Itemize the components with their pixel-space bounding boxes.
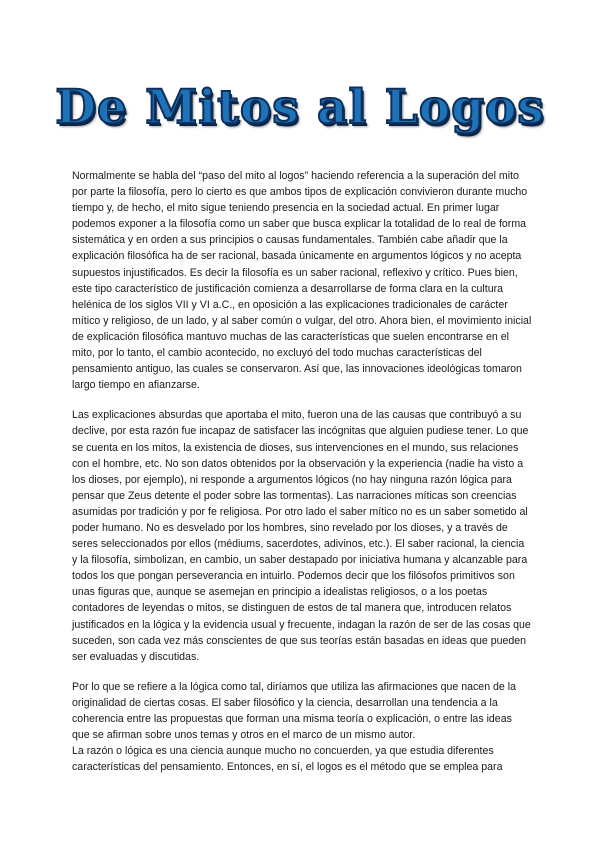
paragraph-2: Las explicaciones absurdas que aportaba el mito, fueron una de las causas que contribuyó a su declive, por esta razón fue incapaz de satisfacer las incógnitas que alguien pudiese tener. Lo que se cuenta en los mitos, la existencia de dioses, sus intervenciones en el mundo, sus relaciones con el hombre, etc. No son datos obtenidos por la observación y la experiencia (nadie ha visto a los dioses, por ejemplo), ni responde a argumentos lógicos (no hay ninguna razón lógica para pensar que Zeus detente el poder sobre las tormentas). Las narraciones míticas son creencias asumidas por tradición y por fe religiosa. Por otro lado el saber mítico no es un saber sometido al poder humano. No es desvelado por los hombres, sino revelado por los dioses, y a través de seres seleccionados por ellos (médiums, sacerdotes, adivinos, etc.). El saber racional, la ciencia y la filosofía, simbolizan, en cambio, un saber destapado por iniciativa humana y alcanzable para todos los que pongan perseverancia en intuirlo. Podemos decir que los filósofos primitivos son unas figuras que, aunque se asemejan en principio a idealistas religiosos, o a los poetas contadores de leyendas o mitos, se distinguen de estos de tal manera que, introducen relatos justificados en la lógica y la evidencia usual y frecuente, indagan la razón de ser de las cosas que suceden, son cada vez más conscientes de que sus teorías están basadas en ideas que pueden ser evaluadas y discutidas. — [72, 409, 531, 663]
document-title: De Mitos al Logos — [55, 80, 545, 135]
title-banner — [0, 78, 600, 148]
paragraph-1: Normalmente se habla del “paso del mito al logos” haciendo referencia a la superación del mito por parte la filosofía, pero lo cierto es que ambos tipos de explicación convivieron durante mucho tiempo y, de hecho, el mito sigue teniendo presencia en la sociedad actual. En primer lugar podemos exponer a la filosofía como un saber que busca explicar la totalidad de lo real de forma sistemática y en orden a sus principios o causas fundamentales. También cabe añadir que la explicación filosófica ha de ser racional, basada únicamente en argumentos lógicos y no acepta supuestos injustificados. Es decir la filosofía es un saber racional, reflexivo y crítico. Pues bien, este tipo característico de justificación comienza a desarrollarse de forma clara en la cultura helénica de los siglos VII y VI a.C., en oposición a las explicaciones tradicionales de carácter mítico y religioso, de un lado, y al saber común o vulgar, del otro. Ahora bien, el movimiento inicial de explicación filosófica mantuvo muchas de las características que suelen encontrarse en el mito, por lo tanto, el cambio acontecido, no excluyó del todo muchas características del pensamiento antiguo, las cuales se conservaron. Así que, las innovaciones ideológicas tomaron largo tiempo en afianzarse. — [72, 170, 532, 392]
paragraph-3: Por lo que se refiere a la lógica como tal, diríamos que utiliza las afirmaciones que nacen de la originalidad de ciertas cosas. El saber filosófico y la ciencia, desarrollan una tendencia a la coherencia entre las propuestas que forman una misma teoría o explicación, o entre las ideas que se afirman sobre unos temas y otros en el marco de un mismo autor. — [72, 680, 517, 742]
document-body — [72, 168, 532, 775]
paragraph-4: La razón o lógica es una ciencia aunque mucho no concuerden, ya que estudia diferentes características del pensamiento. Entonces, en sí, el logos es el método que se emplea para — [72, 745, 503, 774]
